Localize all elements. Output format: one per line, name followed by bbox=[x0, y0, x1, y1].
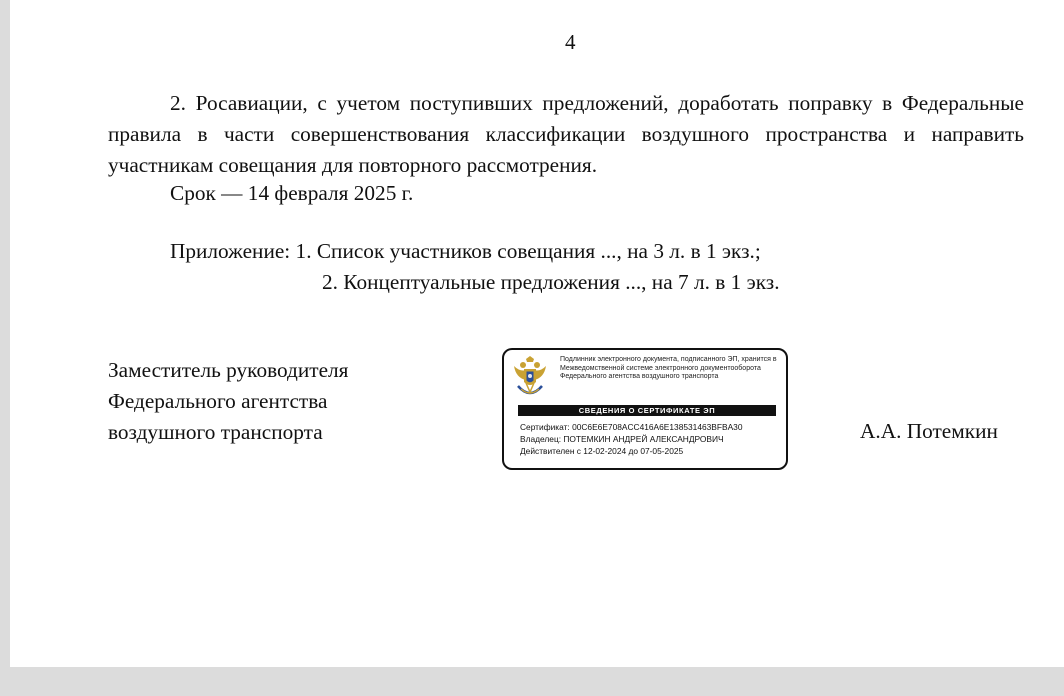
paragraph-2 bbox=[108, 88, 1024, 181]
double-headed-eagle-emblem-icon bbox=[512, 356, 548, 400]
signer-name: А.А. Потемкин bbox=[860, 419, 998, 443]
page-number: 4 bbox=[565, 30, 576, 54]
attachment-line-1: Приложение: 1. Список участников совещания ..., на 3 л. в 1 экз.; bbox=[170, 239, 761, 263]
deadline: Срок — 14 февраля 2025 г. bbox=[170, 181, 414, 205]
paragraph-2-text: 2. Росавиации, с учетом поступивших предложений, доработать поправку в Федеральные правила в части совершенствования классификации воздушного пространства и направить участникам совещания для повторного рассмотрения. bbox=[108, 91, 1024, 177]
signer-title-line-2: Федерального агентства bbox=[108, 389, 328, 413]
attachment-line-2: 2. Концептуальные предложения ..., на 7 л. в 1 экз. bbox=[322, 270, 780, 294]
electronic-signature-stamp bbox=[502, 348, 788, 470]
stamp-description: Подлинник электронного документа, подписанного ЭП, хранится в Межведомственной системе электронного документооборота Федерального агентства воздушного транспорта bbox=[560, 356, 777, 380]
signer-title-line-3: воздушного транспорта bbox=[108, 420, 323, 444]
certificate-details bbox=[520, 421, 743, 457]
certificate-validity: Действителен с 12-02-2024 до 07-05-2025 bbox=[520, 446, 684, 456]
stamp-header: СВЕДЕНИЯ О СЕРТИФИКАТЕ ЭП bbox=[518, 405, 776, 416]
certificate-owner: Владелец: ПОТЕМКИН АНДРЕЙ АЛЕКСАНДРОВИЧ bbox=[520, 434, 724, 444]
document-page bbox=[10, 0, 1064, 667]
signer-title-line-1: Заместитель руководителя bbox=[108, 358, 349, 382]
signer-title bbox=[108, 355, 348, 448]
certificate-number: Сертификат: 00C6E6E708ACC416A6E138531463BFBA30 bbox=[520, 422, 743, 432]
